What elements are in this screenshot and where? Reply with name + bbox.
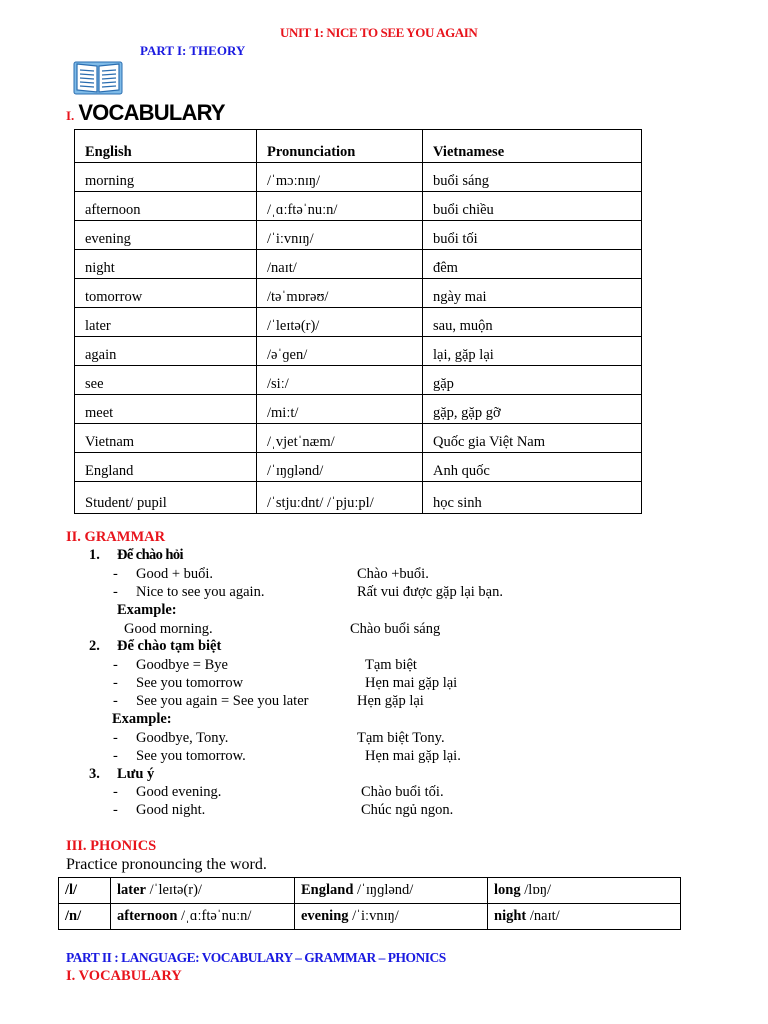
pronunciation: /ˈstjuːdnt/ /ˈpjuːpl/ — [257, 482, 423, 514]
sound — [59, 878, 111, 904]
example-vi: Tạm biệt Tony. — [357, 730, 445, 746]
unit-title: UNIT 1: NICE TO SEE YOU AGAIN — [280, 25, 478, 40]
column-header-english: English — [75, 130, 257, 163]
vietnamese-meaning: sau, muộn — [423, 308, 642, 337]
phrase-vi: Chào buổi tối. — [361, 784, 444, 800]
part-two-title: PART II : LANGUAGE: VOCABULARY – GRAMMAR – PHONICS — [66, 950, 446, 965]
grammar-section-2-title: Để chào tạm biệt — [117, 638, 222, 654]
vocabulary-table — [74, 129, 642, 514]
table-row — [75, 192, 642, 221]
pronunciation: /ˌɑːftəˈnuːn/ — [257, 192, 423, 221]
table-row — [75, 279, 642, 308]
example-label: Example: — [117, 602, 177, 618]
vietnamese-meaning: buổi chiều — [423, 192, 642, 221]
list-dash: - — [113, 802, 118, 818]
grammar-heading: II. GRAMMAR — [66, 529, 166, 545]
phrase-vi: Chào +buổi. — [357, 566, 429, 582]
phonics-transcription: /lɒŋ/ — [520, 882, 552, 898]
phonics-word: long — [494, 882, 521, 898]
english-word: Vietnam — [75, 424, 257, 453]
english-word: afternoon — [75, 192, 257, 221]
phonics-word: England — [301, 882, 354, 898]
table-row — [75, 221, 642, 250]
phonics-word: afternoon — [117, 908, 178, 924]
open-book-icon — [72, 58, 124, 96]
column-header-vietnamese: Vietnamese — [423, 130, 642, 163]
phonics-word-cell — [295, 878, 488, 904]
phonics-word-cell — [488, 878, 681, 904]
english-word: see — [75, 366, 257, 395]
english-word: again — [75, 337, 257, 366]
vietnamese-meaning: ngày mai — [423, 279, 642, 308]
table-row — [75, 482, 642, 514]
column-header-pronunciation: Pronunciation — [257, 130, 423, 163]
example-en: Good morning. — [124, 621, 213, 637]
example-vi: Chào buổi sáng — [350, 621, 441, 637]
vietnamese-meaning: Anh quốc — [423, 453, 642, 482]
grammar-section-3-title: Lưu ý — [117, 766, 155, 782]
list-dash: - — [113, 584, 118, 600]
table-row — [75, 453, 642, 482]
pronunciation: /ˈɪŋɡlənd/ — [257, 453, 423, 482]
pronunciation: /ˈleɪtə(r)/ — [257, 308, 423, 337]
table-row — [75, 395, 642, 424]
phonics-word-cell — [295, 904, 488, 930]
pronunciation: /miːt/ — [257, 395, 423, 424]
table-row — [75, 250, 642, 279]
vietnamese-meaning: đêm — [423, 250, 642, 279]
table-row — [75, 424, 642, 453]
list-dash: - — [113, 657, 118, 673]
example-label: Example: — [112, 711, 172, 727]
sound-symbol: /l/ — [65, 882, 78, 898]
phonics-word: evening — [301, 908, 349, 924]
sound — [59, 904, 111, 930]
phonics-word-cell — [488, 904, 681, 930]
english-word: night — [75, 250, 257, 279]
part-one-title: PART I: THEORY — [140, 43, 246, 58]
list-dash: - — [113, 693, 118, 709]
phonics-word: later — [117, 882, 146, 898]
phrase-vi: Rất vui được gặp lại bạn. — [357, 584, 503, 600]
vietnamese-meaning: lại, gặp lại — [423, 337, 642, 366]
phrase-vi: Chúc ngủ ngon. — [361, 802, 454, 818]
phonics-heading: III. PHONICS — [66, 838, 157, 854]
phonics-word: night — [494, 908, 527, 924]
list-dash: - — [113, 730, 118, 746]
grammar-section-2-number: 2. — [89, 638, 100, 654]
table-row — [75, 337, 642, 366]
phonics-table — [58, 877, 681, 930]
vietnamese-meaning: buổi sáng — [423, 163, 642, 192]
phrase-vi: Hẹn mai gặp lại — [365, 675, 458, 691]
english-word: meet — [75, 395, 257, 424]
section-title: VOCABULARY — [78, 100, 225, 125]
phrase-en: Goodbye = Bye — [136, 657, 228, 673]
english-word: evening — [75, 221, 257, 250]
english-word: England — [75, 453, 257, 482]
section-number: I. — [66, 108, 75, 123]
example-en: Goodbye, Tony. — [136, 730, 229, 746]
example-vi: Hẹn mai gặp lại. — [365, 748, 461, 764]
pronunciation: /siː/ — [257, 366, 423, 395]
table-row — [75, 308, 642, 337]
pronunciation: /təˈmɒrəʊ/ — [257, 279, 423, 308]
list-dash: - — [113, 748, 118, 764]
pronunciation: /ˈiːvnɪŋ/ — [257, 221, 423, 250]
table-row — [59, 904, 681, 930]
phrase-en: Good night. — [136, 802, 206, 818]
phonics-transcription: /ˈiːvnɪŋ/ — [348, 908, 399, 924]
example-en: See you tomorrow. — [136, 748, 246, 764]
list-dash: - — [113, 675, 118, 691]
phonics-word-cell — [111, 904, 295, 930]
phrase-en: Good evening. — [136, 784, 222, 800]
english-word: morning — [75, 163, 257, 192]
pronunciation: /naɪt/ — [257, 250, 423, 279]
vocabulary-heading — [66, 100, 225, 126]
phrase-en: Good + buổi. — [136, 566, 214, 582]
english-word: tomorrow — [75, 279, 257, 308]
grammar-section-1-title: Để chào hỏi — [117, 547, 183, 563]
table-row — [75, 366, 642, 395]
vietnamese-meaning: gặp — [423, 366, 642, 395]
phrase-en: See you tomorrow — [136, 675, 244, 691]
phonics-transcription: /ˌɑːftəˈnuːn/ — [177, 908, 252, 924]
phonics-word-cell — [111, 878, 295, 904]
phonics-transcription: /ˈleɪtə(r)/ — [145, 882, 202, 898]
phonics-transcription: /naɪt/ — [526, 908, 560, 924]
phonics-transcription: /ˈɪŋɡlənd/ — [353, 882, 414, 898]
pronunciation: /ˌvjetˈnæm/ — [257, 424, 423, 453]
phrase-vi: Hẹn gặp lại — [357, 693, 424, 709]
phonics-intro: Practice pronouncing the word. — [66, 856, 267, 873]
list-dash: - — [113, 566, 118, 582]
pronunciation: /ˈmɔːnɪŋ/ — [257, 163, 423, 192]
phrase-vi: Tạm biệt — [365, 657, 417, 673]
vietnamese-meaning: Quốc gia Việt Nam — [423, 424, 642, 453]
vietnamese-meaning: gặp, gặp gỡ — [423, 395, 642, 424]
table-row — [59, 878, 681, 904]
vietnamese-meaning: buổi tối — [423, 221, 642, 250]
table-row — [75, 163, 642, 192]
english-word: later — [75, 308, 257, 337]
sound-symbol: /n/ — [65, 908, 82, 924]
pronunciation: /əˈɡen/ — [257, 337, 423, 366]
part-two-vocabulary-heading: I. VOCABULARY — [66, 968, 182, 984]
grammar-section-1-number: 1. — [89, 547, 100, 563]
list-dash: - — [113, 784, 118, 800]
phrase-en: See you again = See you later — [136, 693, 309, 709]
phrase-en: Nice to see you again. — [136, 584, 265, 600]
english-word: Student/ pupil — [75, 482, 257, 514]
grammar-section-3-number: 3. — [89, 766, 100, 782]
vietnamese-meaning: học sinh — [423, 482, 642, 514]
